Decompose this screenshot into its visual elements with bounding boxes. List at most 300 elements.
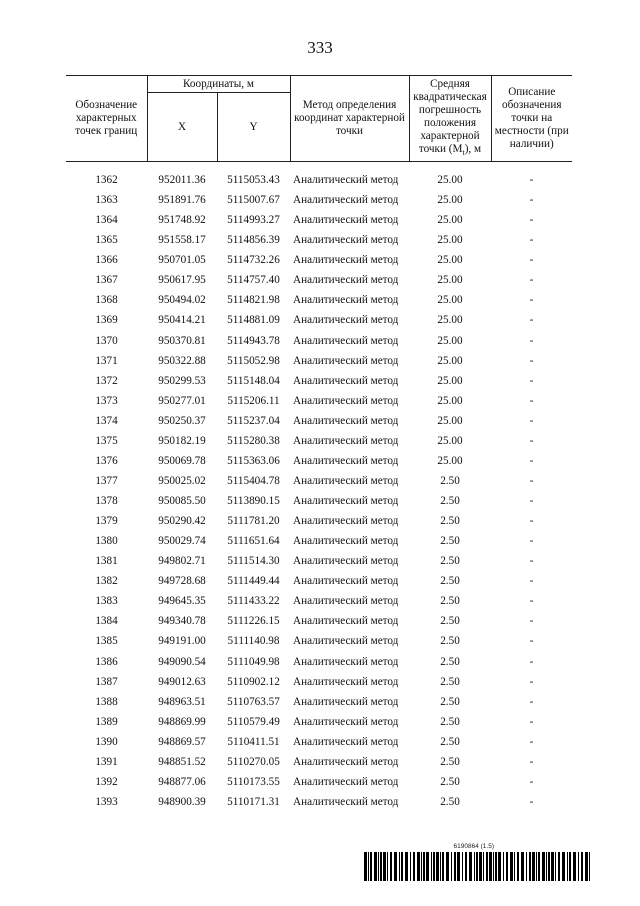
cell-method: Аналитический метод bbox=[293, 254, 399, 267]
table-row bbox=[66, 471, 572, 491]
table-row bbox=[66, 411, 572, 431]
cell-description: - bbox=[529, 755, 534, 768]
cell-y: 5115148.04 bbox=[227, 374, 280, 387]
cell-y: 5110579.49 bbox=[227, 715, 280, 728]
cell-point: 1372 bbox=[95, 374, 118, 387]
table-row bbox=[66, 230, 572, 250]
barcode-bar bbox=[423, 852, 425, 881]
cell-y: 5114881.09 bbox=[227, 314, 280, 327]
cell-y: 5111781.20 bbox=[227, 515, 280, 528]
table-body bbox=[66, 170, 572, 812]
cell-description: - bbox=[529, 254, 534, 267]
cell-x: 950277.01 bbox=[158, 394, 206, 407]
cell-y: 5115206.11 bbox=[227, 394, 280, 407]
cell-y: 5110270.05 bbox=[227, 755, 280, 768]
table-row bbox=[66, 451, 572, 471]
header-method: Метод определения координат характерной точки bbox=[290, 76, 409, 162]
cell-x: 948877.06 bbox=[158, 775, 206, 788]
cell-error: 2.50 bbox=[440, 535, 460, 548]
cell-method: Аналитический метод bbox=[293, 394, 399, 407]
table-row bbox=[66, 531, 572, 551]
cell-description: - bbox=[529, 675, 534, 688]
cell-x: 950701.05 bbox=[158, 254, 206, 267]
table-row bbox=[66, 672, 572, 692]
barcode-bar bbox=[486, 852, 488, 881]
cell-y: 5110173.55 bbox=[227, 775, 280, 788]
header-coordinates: Координаты, м bbox=[147, 76, 290, 93]
barcode-bar bbox=[498, 852, 501, 881]
barcode-bar bbox=[451, 852, 452, 881]
cell-point: 1384 bbox=[95, 615, 118, 628]
cell-y: 5111226.15 bbox=[227, 615, 280, 628]
barcode-bar bbox=[483, 852, 484, 881]
barcode-bar bbox=[526, 852, 527, 881]
cell-description: - bbox=[529, 174, 534, 187]
cell-y: 5114757.40 bbox=[227, 274, 280, 287]
barcode-bar bbox=[506, 852, 508, 881]
cell-error: 25.00 bbox=[437, 434, 463, 447]
barcode-bar bbox=[454, 852, 456, 881]
cell-description: - bbox=[529, 715, 534, 728]
cell-x: 949340.78 bbox=[158, 615, 206, 628]
cell-y: 5115052.98 bbox=[227, 354, 280, 367]
cell-point: 1378 bbox=[95, 495, 118, 508]
cell-method: Аналитический метод bbox=[293, 294, 399, 307]
barcode-bar bbox=[469, 852, 472, 881]
cell-point: 1362 bbox=[95, 174, 118, 187]
cell-method: Аналитический метод bbox=[293, 194, 399, 207]
cell-description: - bbox=[529, 555, 534, 568]
barcode-bar bbox=[474, 852, 475, 881]
cell-point: 1382 bbox=[95, 575, 118, 588]
barcode-bar bbox=[476, 852, 478, 881]
cell-description: - bbox=[529, 595, 534, 608]
barcode-bar bbox=[542, 852, 545, 881]
cell-error: 2.50 bbox=[440, 675, 460, 688]
cell-x: 950290.42 bbox=[158, 515, 206, 528]
cell-error: 2.50 bbox=[440, 775, 460, 788]
cell-x: 949728.68 bbox=[158, 575, 206, 588]
cell-y: 5114993.27 bbox=[227, 214, 280, 227]
cell-description: - bbox=[529, 294, 534, 307]
cell-method: Аналитический метод bbox=[293, 354, 399, 367]
cell-x: 950617.95 bbox=[158, 274, 206, 287]
cell-x: 949191.00 bbox=[158, 635, 206, 648]
barcode-bar bbox=[546, 852, 547, 881]
cell-y: 5115237.04 bbox=[227, 414, 280, 427]
cell-x: 949012.63 bbox=[158, 675, 206, 688]
table-row bbox=[66, 772, 572, 792]
cell-description: - bbox=[529, 194, 534, 207]
cell-x: 950182.19 bbox=[158, 434, 206, 447]
cell-point: 1365 bbox=[95, 234, 118, 247]
table-row bbox=[66, 511, 572, 531]
cell-method: Аналитический метод bbox=[293, 174, 399, 187]
cell-x: 950370.81 bbox=[158, 334, 206, 347]
cell-x: 952011.36 bbox=[158, 174, 206, 187]
cell-point: 1376 bbox=[95, 454, 118, 467]
cell-method: Аналитический метод bbox=[293, 595, 399, 608]
cell-method: Аналитический метод bbox=[293, 555, 399, 568]
barcode-bar bbox=[562, 852, 565, 881]
header-y: Y bbox=[217, 93, 290, 162]
cell-y: 5111651.64 bbox=[227, 535, 280, 548]
cell-description: - bbox=[529, 575, 534, 588]
cell-method: Аналитический метод bbox=[293, 334, 399, 347]
cell-y: 5111140.98 bbox=[227, 635, 280, 648]
barcode-bar bbox=[374, 852, 377, 881]
cell-description: - bbox=[529, 795, 534, 808]
header-mean-error-symbol: точки (M bbox=[418, 142, 463, 155]
cell-error: 25.00 bbox=[437, 374, 463, 387]
cell-method: Аналитический метод bbox=[293, 695, 399, 708]
cell-y: 5115363.06 bbox=[227, 454, 280, 467]
barcode-bar bbox=[413, 852, 415, 881]
barcode-bar bbox=[585, 852, 588, 881]
cell-x: 950025.02 bbox=[158, 474, 206, 487]
cell-point: 1393 bbox=[95, 795, 118, 808]
header-mean-error bbox=[409, 76, 491, 162]
barcode-bar bbox=[495, 852, 497, 881]
barcode-bar bbox=[370, 852, 372, 881]
cell-method: Аналитический метод bbox=[293, 274, 399, 287]
cell-method: Аналитический метод bbox=[293, 474, 399, 487]
cell-error: 2.50 bbox=[440, 595, 460, 608]
cell-description: - bbox=[529, 735, 534, 748]
cell-error: 25.00 bbox=[437, 354, 463, 367]
cell-error: 2.50 bbox=[440, 635, 460, 648]
cell-error: 2.50 bbox=[440, 515, 460, 528]
cell-error: 2.50 bbox=[440, 495, 460, 508]
table-row bbox=[66, 431, 572, 451]
cell-point: 1373 bbox=[95, 394, 118, 407]
barcode-bar bbox=[462, 852, 463, 881]
cell-x: 951891.76 bbox=[158, 194, 206, 207]
cell-x: 948851.52 bbox=[158, 755, 206, 768]
cell-error: 25.00 bbox=[437, 214, 463, 227]
cell-x: 950299.53 bbox=[158, 374, 206, 387]
cell-x: 949802.71 bbox=[158, 555, 206, 568]
cell-x: 950414.21 bbox=[158, 314, 206, 327]
barcode-bar bbox=[510, 852, 513, 881]
barcode-bar bbox=[521, 852, 524, 881]
cell-error: 2.50 bbox=[440, 715, 460, 728]
cell-x: 950322.88 bbox=[158, 354, 206, 367]
cell-y: 5111433.22 bbox=[227, 595, 280, 608]
barcode-bar bbox=[493, 852, 494, 881]
cell-description: - bbox=[529, 495, 534, 508]
barcode-bar bbox=[573, 852, 576, 881]
cell-description: - bbox=[529, 414, 534, 427]
cell-description: - bbox=[529, 394, 534, 407]
cell-error: 2.50 bbox=[440, 795, 460, 808]
cell-point: 1374 bbox=[95, 414, 118, 427]
cell-description: - bbox=[529, 535, 534, 548]
barcode-caption: 6190864 (1.5) bbox=[453, 843, 494, 850]
cell-x: 950029.74 bbox=[158, 535, 206, 548]
cell-y: 5114821.98 bbox=[227, 294, 280, 307]
cell-y: 5113890.15 bbox=[227, 495, 280, 508]
cell-x: 950250.37 bbox=[158, 414, 206, 427]
cell-x: 949645.35 bbox=[158, 595, 206, 608]
barcode-bar bbox=[567, 852, 568, 881]
barcode-bar bbox=[383, 852, 386, 881]
cell-y: 5115280.38 bbox=[227, 434, 280, 447]
cell-y: 5114856.39 bbox=[227, 234, 280, 247]
barcode-bar bbox=[517, 852, 519, 881]
barcode-bar bbox=[405, 852, 408, 881]
barcode-bar bbox=[440, 852, 441, 881]
barcode-bar bbox=[589, 852, 590, 881]
table-row bbox=[66, 591, 572, 611]
header-mean-error-text: Средняя квадратическая погрешность положения характерной bbox=[413, 77, 487, 142]
cell-point: 1388 bbox=[95, 695, 118, 708]
page-number: 333 bbox=[307, 38, 333, 57]
cell-method: Аналитический метод bbox=[293, 535, 399, 548]
barcode-bar bbox=[457, 852, 460, 881]
cell-method: Аналитический метод bbox=[293, 675, 399, 688]
cell-point: 1392 bbox=[95, 775, 118, 788]
table-row bbox=[66, 391, 572, 411]
cell-error: 2.50 bbox=[440, 755, 460, 768]
cell-method: Аналитический метод bbox=[293, 434, 399, 447]
cell-x: 948869.57 bbox=[158, 735, 206, 748]
cell-y: 5111449.44 bbox=[227, 575, 280, 588]
cell-y: 5115053.43 bbox=[227, 174, 280, 187]
cell-description: - bbox=[529, 695, 534, 708]
header-description: Описание обозначения точки на местности (при наличии) bbox=[491, 76, 572, 162]
cell-method: Аналитический метод bbox=[293, 495, 399, 508]
table-row bbox=[66, 692, 572, 712]
cell-y: 5110902.12 bbox=[227, 675, 280, 688]
barcode-bar bbox=[581, 852, 583, 881]
cell-description: - bbox=[529, 454, 534, 467]
cell-error: 2.50 bbox=[440, 474, 460, 487]
cell-error: 25.00 bbox=[437, 234, 463, 247]
cell-error: 2.50 bbox=[440, 555, 460, 568]
barcode-bar bbox=[431, 852, 432, 881]
cell-method: Аналитический метод bbox=[293, 615, 399, 628]
cell-y: 5114732.26 bbox=[227, 254, 280, 267]
cell-method: Аналитический метод bbox=[293, 575, 399, 588]
barcode-bar bbox=[548, 852, 550, 881]
cell-method: Аналитический метод bbox=[293, 795, 399, 808]
barcode-bar bbox=[426, 852, 429, 881]
barcode-bar bbox=[380, 852, 382, 881]
barcode-bar bbox=[401, 852, 403, 881]
cell-point: 1369 bbox=[95, 314, 118, 327]
cell-x: 951748.92 bbox=[158, 214, 206, 227]
table-header bbox=[66, 76, 572, 162]
cell-point: 1370 bbox=[95, 334, 118, 347]
barcode-bar bbox=[442, 852, 444, 881]
cell-point: 1386 bbox=[95, 655, 118, 668]
cell-error: 25.00 bbox=[437, 394, 463, 407]
table-row bbox=[66, 250, 572, 270]
cell-description: - bbox=[529, 314, 534, 327]
cell-description: - bbox=[529, 655, 534, 668]
table-row bbox=[66, 792, 572, 812]
cell-point: 1381 bbox=[95, 555, 118, 568]
boundary-points-table-container bbox=[66, 75, 572, 812]
cell-error: 25.00 bbox=[437, 334, 463, 347]
table-row bbox=[66, 752, 572, 772]
cell-method: Аналитический метод bbox=[293, 454, 399, 467]
cell-method: Аналитический метод bbox=[293, 374, 399, 387]
cell-x: 951558.17 bbox=[158, 234, 206, 247]
cell-description: - bbox=[529, 234, 534, 247]
barcode-bar bbox=[503, 852, 504, 881]
table-row bbox=[66, 371, 572, 391]
table-row bbox=[66, 571, 572, 591]
cell-method: Аналитический метод bbox=[293, 515, 399, 528]
cell-point: 1363 bbox=[95, 194, 118, 207]
cell-x: 950494.02 bbox=[158, 294, 206, 307]
table-row bbox=[66, 652, 572, 672]
cell-description: - bbox=[529, 274, 534, 287]
cell-point: 1366 bbox=[95, 254, 118, 267]
cell-point: 1371 bbox=[95, 354, 118, 367]
table-row bbox=[66, 331, 572, 351]
cell-x: 948963.51 bbox=[158, 695, 206, 708]
cell-error: 2.50 bbox=[440, 735, 460, 748]
cell-method: Аналитический метод bbox=[293, 414, 399, 427]
table-row bbox=[66, 190, 572, 210]
barcode-bar bbox=[417, 852, 420, 881]
header-x: X bbox=[147, 93, 217, 162]
barcode-bar bbox=[433, 852, 435, 881]
cell-y: 5115007.67 bbox=[227, 194, 280, 207]
cell-error: 2.50 bbox=[440, 615, 460, 628]
cell-description: - bbox=[529, 515, 534, 528]
header-point-designation: Обозначение характерных точек границ bbox=[66, 76, 147, 162]
cell-method: Аналитический метод bbox=[293, 635, 399, 648]
cell-method: Аналитический метод bbox=[293, 775, 399, 788]
cell-point: 1390 bbox=[95, 735, 118, 748]
cell-point: 1375 bbox=[95, 434, 118, 447]
header-mean-error-unit: ), м bbox=[464, 142, 482, 155]
cell-y: 5110411.51 bbox=[227, 735, 280, 748]
barcode-bar bbox=[529, 852, 531, 881]
table-row bbox=[66, 310, 572, 330]
cell-x: 950085.50 bbox=[158, 495, 206, 508]
barcode-bar bbox=[555, 852, 556, 881]
cell-point: 1391 bbox=[95, 755, 118, 768]
cell-point: 1389 bbox=[95, 715, 118, 728]
cell-x: 950069.78 bbox=[158, 454, 206, 467]
cell-description: - bbox=[529, 434, 534, 447]
barcode-bar bbox=[387, 852, 388, 881]
table-row bbox=[66, 611, 572, 631]
cell-error: 2.50 bbox=[440, 655, 460, 668]
cell-description: - bbox=[529, 635, 534, 648]
cell-y: 5110171.31 bbox=[227, 795, 280, 808]
barcode-bar bbox=[368, 852, 369, 881]
cell-method: Аналитический метод bbox=[293, 715, 399, 728]
cell-point: 1377 bbox=[95, 474, 118, 487]
cell-y: 5115404.78 bbox=[227, 474, 280, 487]
table-row bbox=[66, 210, 572, 230]
barcode-bar bbox=[465, 852, 467, 881]
cell-description: - bbox=[529, 775, 534, 788]
table-row bbox=[66, 551, 572, 571]
cell-point: 1364 bbox=[95, 214, 118, 227]
cell-point: 1383 bbox=[95, 595, 118, 608]
barcode-bar bbox=[538, 852, 540, 881]
barcode-bar bbox=[489, 852, 492, 881]
barcode-bar bbox=[514, 852, 515, 881]
barcode-bar bbox=[410, 852, 411, 881]
cell-error: 25.00 bbox=[437, 254, 463, 267]
cell-description: - bbox=[529, 615, 534, 628]
table-row bbox=[66, 712, 572, 732]
cell-error: 25.00 bbox=[437, 414, 463, 427]
barcode-bar bbox=[536, 852, 537, 881]
cell-point: 1367 bbox=[95, 274, 118, 287]
cell-description: - bbox=[529, 374, 534, 387]
cell-y: 5114943.78 bbox=[227, 334, 280, 347]
cell-error: 25.00 bbox=[437, 294, 463, 307]
barcode-bar bbox=[394, 852, 397, 881]
barcode-bar bbox=[421, 852, 422, 881]
barcode-bar bbox=[532, 852, 535, 881]
cell-point: 1387 bbox=[95, 675, 118, 688]
barcode-bar bbox=[551, 852, 554, 881]
cell-error: 2.50 bbox=[440, 575, 460, 588]
cell-point: 1385 bbox=[95, 635, 118, 648]
cell-x: 948900.39 bbox=[158, 795, 206, 808]
barcode-bar bbox=[436, 852, 439, 881]
cell-x: 948869.99 bbox=[158, 715, 206, 728]
cell-point: 1380 bbox=[95, 535, 118, 548]
barcode-bar bbox=[390, 852, 392, 881]
barcode-bar bbox=[569, 852, 571, 881]
table-row bbox=[66, 351, 572, 371]
cell-error: 25.00 bbox=[437, 454, 463, 467]
cell-point: 1368 bbox=[95, 294, 118, 307]
cell-description: - bbox=[529, 334, 534, 347]
cell-y: 5111049.98 bbox=[227, 655, 280, 668]
cell-method: Аналитический метод bbox=[293, 655, 399, 668]
cell-description: - bbox=[529, 474, 534, 487]
barcode-image bbox=[364, 852, 590, 881]
cell-y: 5111514.30 bbox=[227, 555, 280, 568]
cell-description: - bbox=[529, 354, 534, 367]
barcode-bar bbox=[399, 852, 400, 881]
table-row bbox=[66, 270, 572, 290]
cell-method: Аналитический метод bbox=[293, 214, 399, 227]
barcode-bar bbox=[578, 852, 579, 881]
cell-method: Аналитический метод bbox=[293, 234, 399, 247]
barcode-bar bbox=[558, 852, 560, 881]
cell-method: Аналитический метод bbox=[293, 755, 399, 768]
table-row bbox=[66, 170, 572, 190]
cell-error: 25.00 bbox=[437, 194, 463, 207]
cell-description: - bbox=[529, 214, 534, 227]
cell-y: 5110763.57 bbox=[227, 695, 280, 708]
cell-x: 949090.54 bbox=[158, 655, 206, 668]
table-row bbox=[66, 732, 572, 752]
barcode-bar bbox=[364, 852, 367, 881]
cell-error: 25.00 bbox=[437, 314, 463, 327]
cell-method: Аналитический метод bbox=[293, 314, 399, 327]
table-row bbox=[66, 290, 572, 310]
barcode-bar bbox=[479, 852, 482, 881]
barcode-bar bbox=[446, 852, 449, 881]
table-row bbox=[66, 631, 572, 651]
boundary-points-table bbox=[66, 75, 572, 812]
barcode-area bbox=[364, 843, 590, 881]
